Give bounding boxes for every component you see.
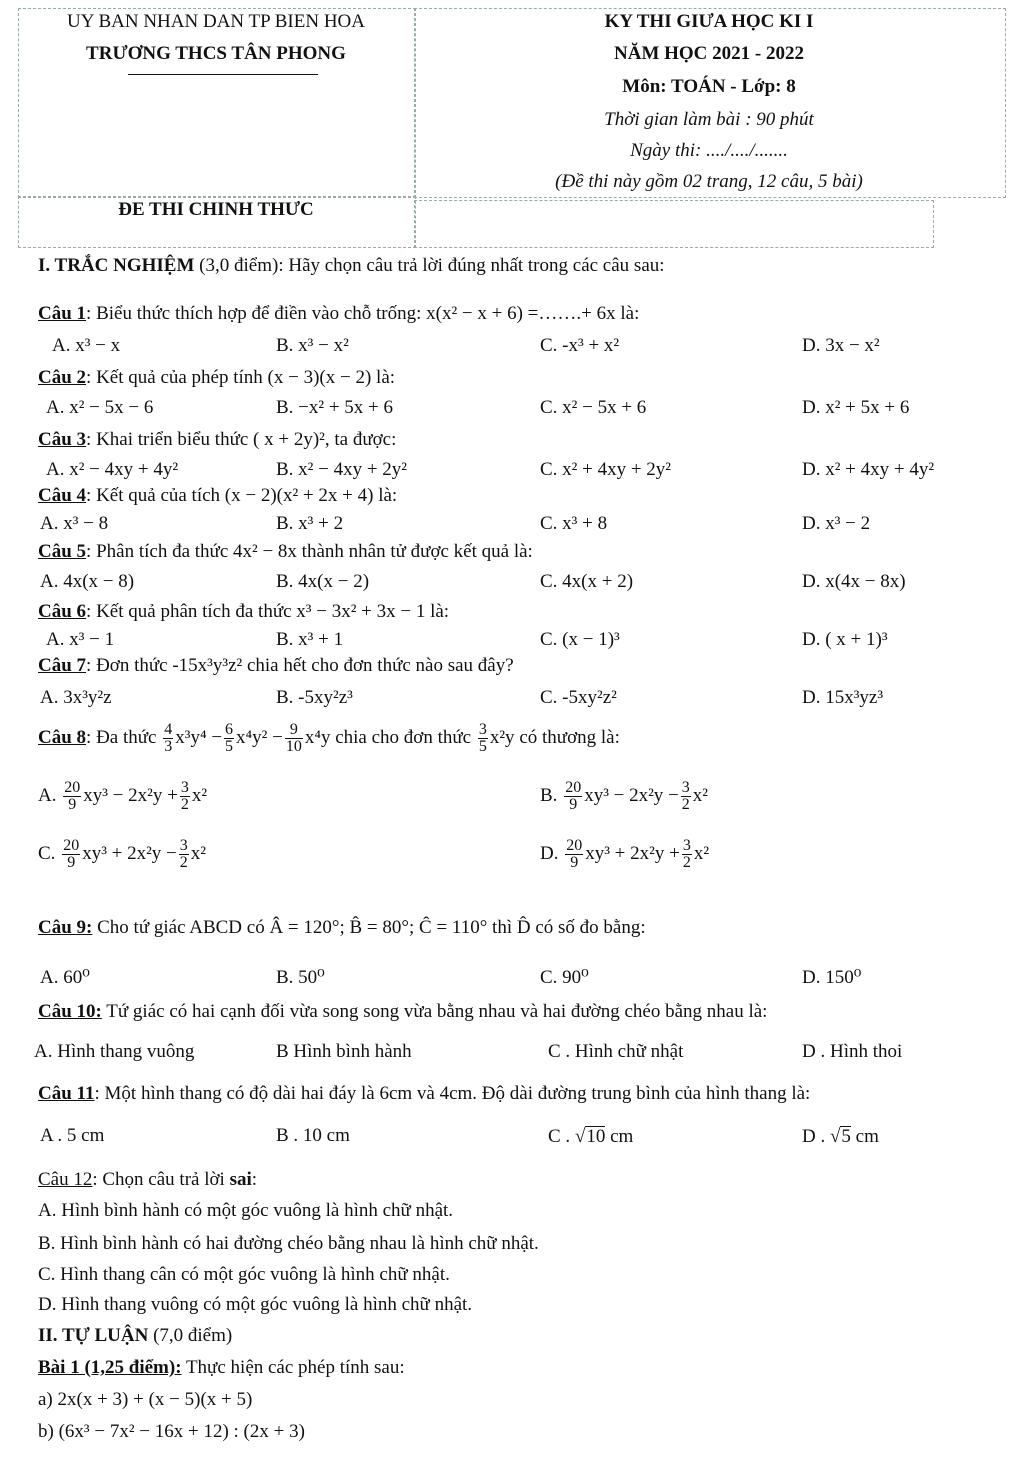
q5-option-d: D. x(4x − 8x) bbox=[802, 571, 906, 592]
q8-option-b bbox=[540, 780, 708, 813]
question-text: : Đa thức bbox=[86, 726, 157, 748]
numerator: 9 bbox=[285, 722, 303, 739]
question-8 bbox=[38, 722, 620, 755]
question-text: chia cho đơn thức bbox=[335, 726, 472, 748]
numerator: 3 bbox=[681, 779, 690, 796]
q1-option-d: D. 3x − x² bbox=[802, 335, 880, 356]
school-name: TRƯƠNG THCS TÂN PHONG bbox=[86, 43, 346, 64]
question-3 bbox=[38, 430, 396, 451]
q2-option-b: B. −x² + 5x + 6 bbox=[276, 397, 394, 418]
fraction bbox=[163, 722, 173, 755]
q12-option-a: A. Hình bình hành có một góc vuông là hình chữ nhật. bbox=[38, 1200, 454, 1221]
question-label: Câu 2 bbox=[38, 367, 87, 388]
q5-option-b: B. 4x(x − 2) bbox=[276, 571, 370, 592]
q10-option-a: A. Hình thang vuông bbox=[34, 1041, 195, 1062]
q7-option-c: C. -5xy²z² bbox=[540, 687, 617, 708]
school-year: NĂM HỌC 2021 - 2022 bbox=[614, 43, 804, 64]
denominator: 9 bbox=[570, 854, 579, 871]
q6-option-a: A. x³ − 1 bbox=[46, 629, 115, 650]
question-11 bbox=[38, 1084, 810, 1105]
q4-option-c: C. x³ + 8 bbox=[540, 513, 608, 534]
question-2 bbox=[38, 368, 395, 389]
q4-option-d: D. x³ − 2 bbox=[802, 513, 871, 534]
q10-option-d: D . Hình thoi bbox=[802, 1041, 903, 1062]
q3-option-a: A. x² − 4xy + 4y² bbox=[46, 459, 179, 480]
subject-grade: Môn: TOÁN - Lớp: 8 bbox=[622, 76, 796, 97]
punctuation: : bbox=[251, 1169, 258, 1190]
q7-option-d: D. 15x³yz³ bbox=[802, 687, 884, 708]
denominator: 2 bbox=[179, 854, 188, 871]
question-label: Câu 7 bbox=[38, 655, 87, 676]
q8-option-a bbox=[38, 780, 207, 813]
q9-option-a: A. 60⁰ bbox=[40, 967, 90, 988]
sqrt-radicand: 10 bbox=[586, 1126, 606, 1147]
header-empty-box bbox=[414, 200, 934, 248]
official-exam-label: ĐE THI CHINH THƯC bbox=[118, 199, 314, 220]
q4-option-a: A. x³ − 8 bbox=[40, 513, 109, 534]
numerator: 3 bbox=[179, 837, 188, 854]
question-text: : Kết quả của phép tính (x − 3)(x − 2) là: bbox=[86, 367, 396, 388]
question-label: Câu 11 bbox=[38, 1083, 95, 1104]
q3-option-c: C. x² + 4xy + 2y² bbox=[540, 459, 671, 480]
question-12 bbox=[38, 1170, 257, 1191]
question-6 bbox=[38, 602, 449, 623]
fraction bbox=[682, 838, 692, 871]
numerator: 20 bbox=[64, 779, 81, 796]
q4-option-b: B. x³ + 2 bbox=[276, 513, 344, 534]
question-text: : Chọn câu trả lời bbox=[92, 1169, 230, 1190]
fraction bbox=[478, 722, 488, 755]
question-9 bbox=[38, 918, 646, 939]
q2-option-d: D. x² + 5x + 6 bbox=[802, 397, 910, 418]
question-label: Câu 3 bbox=[38, 429, 87, 450]
fraction bbox=[63, 780, 81, 813]
q5-option-c: C. 4x(x + 2) bbox=[540, 571, 634, 592]
fraction bbox=[224, 722, 234, 755]
question-text: Cho tứ giác ABCD có Â = 120°; B̂ = 80°; Ĉ = 110° thì D̂ có số đo bằng: bbox=[92, 917, 646, 938]
q6-option-d: D. ( x + 1)³ bbox=[802, 629, 888, 650]
section2-title: II. TỰ LUẬN bbox=[38, 1325, 149, 1346]
term: xy³ − 2x²y + bbox=[83, 784, 178, 806]
exam-duration: Thời gian làm bài : 90 phút bbox=[604, 109, 814, 130]
section1-instructions: (3,0 điểm): Hãy chọn câu trả lời đúng nhất trong các câu sau: bbox=[199, 255, 665, 276]
term: x⁴y bbox=[304, 726, 336, 748]
q3-option-d: D. x² + 4xy + 4y² bbox=[802, 459, 935, 480]
school-underline bbox=[128, 74, 318, 75]
q2-option-a: A. x² − 5x − 6 bbox=[46, 397, 154, 418]
fraction bbox=[180, 780, 190, 813]
emphasis: sai bbox=[229, 1169, 252, 1190]
exercise-label: Bài 1 (1,25 điểm): bbox=[38, 1357, 182, 1378]
question-text: : Kết quả của tích (x − 2)(x² + 2x + 4) là: bbox=[86, 485, 398, 506]
q9-option-c: C. 90⁰ bbox=[540, 967, 589, 988]
q8-option-c bbox=[38, 838, 206, 871]
question-label: Câu 12 bbox=[38, 1169, 93, 1190]
numerator: 3 bbox=[478, 721, 487, 738]
sqrt-radicand: 5 bbox=[841, 1126, 851, 1147]
question-label: Câu 1 bbox=[38, 303, 87, 324]
q2-option-c: C. x² − 5x + 6 bbox=[540, 397, 647, 418]
q11-option-c: C . √10 cm bbox=[548, 1126, 634, 1147]
section2-points: (7,0 điểm) bbox=[153, 1325, 233, 1346]
q9-option-b: B. 50⁰ bbox=[276, 967, 325, 988]
question-text: có thương là: bbox=[519, 726, 620, 748]
question-label: Câu 10: bbox=[38, 1001, 102, 1022]
question-text: : Biểu thức thích hợp để điền vào chỗ trống: x(x² − x + 6) =…….+ 6x là: bbox=[86, 303, 640, 324]
question-text: Tứ giác có hai cạnh đối vừa song song vừa bằng nhau và hai đường chéo bằng nhau là: bbox=[101, 1001, 768, 1022]
q12-option-d: D. Hình thang vuông có một góc vuông là hình chữ nhật. bbox=[38, 1294, 473, 1315]
term: x³y⁴ − bbox=[175, 726, 223, 748]
q6-option-c: C. (x − 1)³ bbox=[540, 629, 620, 650]
term: x² bbox=[692, 784, 708, 806]
section1-heading bbox=[38, 256, 665, 277]
denominator: 10 bbox=[285, 738, 302, 755]
exam-title: KY THI GIƯA HỌC KI I bbox=[604, 11, 814, 32]
unit: cm bbox=[850, 1126, 879, 1147]
fraction bbox=[565, 838, 583, 871]
question-label: Câu 6 bbox=[38, 601, 87, 622]
department-name: UY BAN NHAN DAN TP BIEN HOA bbox=[66, 11, 366, 32]
question-text: : Một hình thang có độ dài hai đáy là 6cm và 4cm. Độ dài đường trung bình của hình thang là: bbox=[94, 1083, 811, 1104]
fraction bbox=[564, 780, 582, 813]
question-label: Câu 8 bbox=[38, 726, 87, 748]
exercise-text: Thực hiện các phép tính sau: bbox=[181, 1357, 405, 1378]
q1-option-a: A. x³ − x bbox=[52, 335, 121, 356]
question-10 bbox=[38, 1002, 767, 1023]
question-5 bbox=[38, 542, 533, 563]
question-label: Câu 4 bbox=[38, 485, 87, 506]
option-letter: A. bbox=[38, 784, 57, 806]
q9-option-d: D. 150⁰ bbox=[802, 967, 862, 988]
divisor: x²y bbox=[489, 726, 515, 748]
q12-option-c: C. Hình thang cân có một góc vuông là hình chữ nhật. bbox=[38, 1264, 450, 1285]
header-right-box bbox=[414, 8, 1006, 198]
numerator: 20 bbox=[566, 837, 583, 854]
q10-option-b: B Hình bình hành bbox=[276, 1041, 412, 1062]
term: xy³ + 2x²y − bbox=[82, 842, 177, 864]
denominator: 3 bbox=[164, 738, 173, 755]
numerator: 3 bbox=[180, 779, 189, 796]
q6-option-b: B. x³ + 1 bbox=[276, 629, 344, 650]
option-letter: D. bbox=[540, 842, 559, 864]
exercise-1a: a) 2x(x + 3) + (x − 5)(x + 5) bbox=[38, 1389, 253, 1410]
q1-option-b: B. x³ − x² bbox=[276, 335, 349, 356]
q11-option-b: B . 10 cm bbox=[276, 1125, 350, 1146]
term: x² bbox=[190, 842, 206, 864]
denominator: 2 bbox=[681, 796, 690, 813]
question-text: : Phân tích đa thức 4x² − 8x thành nhân tử được kết quả là: bbox=[86, 541, 533, 562]
q12-option-b: B. Hình bình hành có hai đường chéo bằng nhau là hình chữ nhật. bbox=[38, 1233, 539, 1254]
option-letter: C . bbox=[548, 1126, 575, 1147]
q11-option-a: A . 5 cm bbox=[40, 1125, 105, 1146]
question-label: Câu 5 bbox=[38, 541, 87, 562]
exercise-1 bbox=[38, 1358, 405, 1379]
q1-option-c: C. -x³ + x² bbox=[540, 335, 620, 356]
q3-option-b: B. x² − 4xy + 2y² bbox=[276, 459, 407, 480]
question-label: Câu 9: bbox=[38, 917, 93, 938]
q5-option-a: A. 4x(x − 8) bbox=[40, 571, 135, 592]
fraction bbox=[179, 838, 189, 871]
q7-option-b: B. -5xy²z³ bbox=[276, 687, 353, 708]
numerator: 3 bbox=[682, 837, 691, 854]
term: xy³ + 2x²y + bbox=[585, 842, 680, 864]
header-left-box bbox=[18, 8, 416, 198]
denominator: 9 bbox=[68, 796, 77, 813]
denominator: 5 bbox=[478, 738, 487, 755]
section1-title: I. TRẮC NGHIỆM bbox=[38, 255, 195, 276]
q10-option-c: C . Hình chữ nhật bbox=[548, 1041, 684, 1062]
denominator: 2 bbox=[180, 796, 189, 813]
question-1 bbox=[38, 304, 639, 325]
option-letter: B. bbox=[540, 784, 558, 806]
term: x⁴y² − bbox=[236, 726, 283, 748]
fraction bbox=[285, 722, 303, 755]
numerator: 20 bbox=[565, 779, 582, 796]
exam-date: Ngày thi: ..../..../....... bbox=[630, 140, 788, 161]
fraction bbox=[62, 838, 80, 871]
numerator: 6 bbox=[225, 721, 234, 738]
denominator: 2 bbox=[682, 854, 691, 871]
denominator: 9 bbox=[569, 796, 578, 813]
question-text: : Khai triển biểu thức ( x + 2y)², ta được: bbox=[86, 429, 397, 450]
numerator: 4 bbox=[164, 721, 173, 738]
question-text: : Đơn thức -15x³y³z² chia hết cho đơn thức nào sau đây? bbox=[86, 655, 514, 676]
question-text: : Kết quả phân tích đa thức x³ − 3x² + 3x − 1 là: bbox=[86, 601, 450, 622]
unit: cm bbox=[605, 1126, 634, 1147]
exam-note: (Đề thi này gồm 02 trang, 12 câu, 5 bài) bbox=[555, 171, 863, 192]
term: x² bbox=[191, 784, 208, 806]
exercise-1b: b) (6x³ − 7x² − 16x + 12) : (2x + 3) bbox=[38, 1421, 305, 1442]
q11-option-d: D . √5 cm bbox=[802, 1126, 879, 1147]
denominator: 5 bbox=[225, 738, 234, 755]
question-7 bbox=[38, 656, 514, 677]
option-letter: D . bbox=[802, 1126, 830, 1147]
section2-heading bbox=[38, 1326, 232, 1347]
question-4 bbox=[38, 486, 397, 507]
q8-option-d bbox=[540, 838, 709, 871]
numerator: 20 bbox=[63, 837, 80, 854]
option-letter: C. bbox=[38, 842, 56, 864]
term: xy³ − 2x²y − bbox=[584, 784, 679, 806]
term: x² bbox=[693, 842, 710, 864]
denominator: 9 bbox=[67, 854, 76, 871]
fraction bbox=[681, 780, 691, 813]
q7-option-a: A. 3x³y²z bbox=[40, 687, 112, 708]
